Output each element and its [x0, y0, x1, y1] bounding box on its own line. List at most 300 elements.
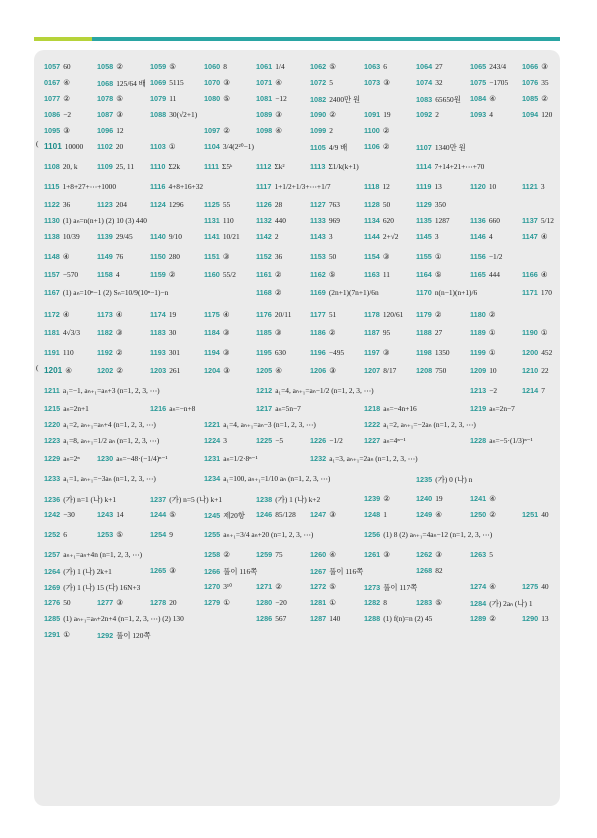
problem-number: 1114 [416, 162, 432, 171]
answer-item [310, 366, 336, 375]
problem-number: 1124 [150, 200, 166, 209]
answer-item [97, 94, 123, 103]
problem-number: 1207 [364, 366, 381, 375]
answer-item [97, 530, 123, 539]
answer-value: ④ [275, 366, 282, 375]
answer-value: aₙ=−5·(1/3)ⁿ⁻¹ [489, 436, 533, 445]
answer-item [470, 404, 515, 413]
problem-number: 1226 [310, 436, 327, 445]
answer-value: 110 [62, 348, 74, 357]
answer-value: 14 [116, 510, 124, 519]
answer-value: a₁=100, aₙ₊₁=1/10 aₙ (n=1, 2, 3, ⋯) [223, 474, 331, 483]
answer-item [204, 366, 230, 375]
answer-value: 10/21 [222, 232, 240, 241]
answer-item [256, 310, 291, 319]
answer-item [364, 510, 387, 519]
answer-value: ③ [116, 598, 123, 607]
problem-number: 1079 [150, 94, 167, 103]
problem-number: 1113 [310, 162, 326, 171]
problem-number: 1222 [364, 420, 381, 429]
answer-item [522, 110, 552, 119]
answer-item [97, 162, 134, 171]
answer-item [364, 142, 389, 151]
answer-value: (2n+1)(7n+1)/6n [328, 288, 379, 297]
problem-number: 1268 [416, 566, 433, 575]
answer-row [44, 492, 556, 508]
answer-row [44, 250, 556, 268]
answer-value: ③ [223, 78, 230, 87]
answer-value: 1+8+27+⋯+1000 [62, 182, 117, 191]
problem-number: 1148 [44, 252, 60, 261]
problem-number: 1167 [44, 288, 60, 297]
problem-number: 1166 [522, 270, 538, 279]
answer-value: 12 [116, 126, 124, 135]
answer-item [470, 598, 533, 609]
answer-value: ① [434, 252, 442, 261]
problem-number: 1076 [522, 78, 539, 87]
answer-item [522, 62, 548, 71]
answer-row [44, 548, 556, 564]
problem-number: 1102 [97, 142, 113, 151]
problem-number: 1119 [416, 182, 432, 191]
problem-number: 1224 [204, 436, 221, 445]
answer-value: Σ2k [168, 162, 181, 171]
answer-value: 20, k [62, 162, 78, 171]
problem-number: 1261 [364, 550, 381, 559]
answer-value: aₙ=4ⁿ⁻¹ [383, 436, 406, 445]
answer-value: ⑤ [169, 510, 176, 519]
answer-item [416, 566, 443, 575]
header-accent-teal [92, 37, 560, 41]
problem-number: 1143 [310, 232, 326, 241]
problem-number: 1242 [44, 510, 61, 519]
problem-number: 1089 [256, 110, 273, 119]
answer-item [310, 582, 336, 591]
answer-item [97, 348, 122, 357]
answer-value: a₁=3, aₙ₊₁=2aₙ (n=1, 2, 3, ⋯) [329, 454, 418, 463]
problem-number: 1264 [44, 567, 61, 576]
answer-item [44, 94, 70, 103]
answer-row [44, 508, 556, 528]
answer-item [416, 494, 443, 503]
answer-item [44, 310, 69, 319]
problem-number: 1118 [364, 182, 380, 191]
problem-number: 1057 [44, 62, 61, 71]
answer-item [256, 614, 286, 623]
problem-number: 1085 [522, 94, 539, 103]
answer-value: 10 [489, 366, 497, 375]
problem-number: 1280 [256, 598, 273, 607]
answer-value: 5/12 [540, 216, 554, 225]
problem-number: 1216 [150, 404, 167, 413]
answer-item [522, 216, 554, 225]
problem-number: 1103 [150, 142, 166, 151]
answer-value: ④ [275, 126, 282, 135]
answer-item [364, 62, 387, 71]
answer-item [36, 363, 72, 375]
answer-value: −30 [63, 510, 75, 519]
problem-number: 1219 [470, 404, 487, 413]
problem-number: 1100 [364, 126, 380, 135]
answer-item [310, 110, 336, 119]
problem-number: 1066 [522, 62, 539, 71]
problem-number: 1229 [44, 454, 61, 463]
problem-number: 1092 [416, 110, 433, 119]
answer-value: ④ [489, 94, 496, 103]
answer-item [522, 94, 548, 103]
problem-number: 1272 [310, 582, 327, 591]
answer-item [256, 94, 287, 103]
problem-number: 1210 [522, 366, 539, 375]
problem-number: 1144 [364, 232, 380, 241]
answer-item [310, 232, 333, 241]
answer-item [310, 328, 335, 337]
answer-item [44, 288, 168, 297]
problem-number: 1068 [97, 79, 114, 88]
answer-item [364, 404, 417, 413]
answer-value: 120 [541, 110, 553, 119]
answer-value: 969 [328, 216, 340, 225]
problem-number: 1093 [470, 110, 487, 119]
answer-item [204, 348, 229, 357]
answer-item [150, 530, 173, 539]
problem-number: 1221 [204, 420, 221, 429]
problem-number: 1246 [256, 510, 273, 519]
answer-item [36, 139, 84, 151]
answer-value: 3 [223, 436, 227, 445]
answer-value: 28 [274, 200, 283, 209]
answer-item [256, 366, 282, 375]
problem-number: 1109 [97, 162, 113, 171]
answer-item [416, 510, 442, 519]
answer-value: (1) 8 (2) aₙ₊₁=4aₙ−12 (n=1, 2, 3, ⋯) [383, 530, 493, 539]
answer-value: 6 [63, 530, 67, 539]
problem-number: 1276 [44, 598, 61, 607]
problem-number: 1185 [256, 328, 272, 337]
answer-value: 301 [168, 348, 180, 357]
problem-number: 1111 [204, 162, 220, 171]
answer-value: 50 [382, 200, 391, 209]
problem-number: 1214 [522, 386, 539, 395]
problem-number: 1240 [416, 494, 433, 503]
answer-item [470, 436, 533, 445]
problem-number: 1205 [256, 366, 273, 375]
problem-number: 1127 [310, 200, 326, 209]
answer-item [522, 288, 552, 297]
answer-value: 풀이 116쪽 [223, 567, 258, 576]
problem-number: 1162 [310, 270, 326, 279]
answer-value: 11 [382, 270, 390, 279]
answer-value: ① [540, 328, 548, 337]
answer-item [310, 78, 333, 87]
problem-number: 1259 [256, 550, 273, 559]
problem-number: 1105 [310, 143, 326, 152]
answer-value: Σ1/k(k+1) [328, 162, 359, 171]
answer-row [44, 434, 556, 452]
answer-item [97, 62, 123, 71]
problem-number: 1278 [150, 598, 167, 607]
answer-value: 30(√2+1) [169, 110, 198, 119]
problem-number: 1134 [364, 216, 380, 225]
answer-value: 36 [62, 200, 71, 209]
answer-item [470, 550, 493, 559]
problem-number: 1225 [256, 436, 273, 445]
answer-item [256, 126, 282, 135]
answer-item [416, 328, 442, 337]
problem-number: 1206 [310, 366, 327, 375]
answer-value: 10000 [64, 142, 84, 151]
problem-number: 1181 [44, 328, 60, 337]
problem-number: 1232 [310, 454, 327, 463]
answer-item [364, 270, 390, 279]
answer-item [256, 270, 281, 279]
answer-item [416, 252, 441, 261]
problem-number: 1183 [150, 328, 166, 337]
problem-number: 1271 [256, 582, 273, 591]
problem-number: 1281 [310, 598, 327, 607]
answer-value: ① [488, 328, 496, 337]
answer-item [150, 310, 176, 319]
answer-item [470, 252, 502, 261]
answer-value: 22 [541, 366, 549, 375]
answer-item [256, 510, 296, 519]
answer-item [310, 598, 336, 607]
answer-value: 444 [488, 270, 500, 279]
answer-item [416, 182, 442, 191]
answer-value: (1) aₙ=10ⁿ−1 (2) Sₙ=10/9(10ⁿ−1)−n [62, 288, 169, 297]
answer-item [416, 78, 443, 87]
answer-value: ② [223, 550, 230, 559]
answer-item [44, 510, 75, 519]
answer-item [97, 328, 122, 337]
answer-item [204, 550, 230, 559]
problem-number: 1238 [256, 495, 273, 504]
answer-value: −1/2 [488, 252, 503, 261]
answer-value: ② [223, 126, 230, 135]
answer-value: aₙ₊₁=aₙ+4n (n=1, 2, 3, ⋯) [63, 550, 143, 559]
answer-value: 제20항 [223, 511, 245, 520]
answer-item [256, 200, 282, 209]
answer-item [364, 366, 396, 375]
answer-value: 110 [222, 216, 234, 225]
answer-item [256, 550, 283, 559]
answer-value: 660 [488, 216, 500, 225]
answer-value: Σ5ᵏ [222, 162, 233, 171]
answer-value: a₁=1, aₙ₊₁=−3aₙ (n=1, 2, 3, ⋯) [63, 474, 156, 483]
problem-number: 1082 [310, 95, 327, 104]
answer-value: ① [488, 348, 496, 357]
problem-number: 1270 [204, 582, 221, 591]
answer-item [470, 94, 496, 103]
answer-value: −12 [275, 94, 287, 103]
problem-number: 1110 [150, 162, 166, 171]
answer-item [364, 216, 394, 225]
answer-item [310, 614, 340, 623]
answer-item [364, 614, 432, 623]
answer-value: 9 [169, 530, 173, 539]
answer-value: ⑤ [329, 62, 336, 71]
answer-item [150, 348, 180, 357]
answer-value: ② [63, 94, 70, 103]
answer-value: ① [329, 598, 336, 607]
answer-item [256, 252, 282, 261]
problem-number: 1277 [97, 598, 114, 607]
answer-item [522, 614, 549, 623]
problem-number: 1194 [204, 348, 220, 357]
problem-number: 1126 [256, 200, 272, 209]
problem-number: 1192 [97, 348, 113, 357]
problem-number: 1196 [310, 348, 326, 357]
answer-value: ② [116, 366, 123, 375]
answer-value: 1/4 [275, 62, 285, 71]
answer-value: 19 [168, 310, 177, 319]
answer-item [310, 252, 336, 261]
answer-value: 13 [541, 614, 549, 623]
answer-value: ② [329, 110, 336, 119]
answer-value: (가) 1 (나) 2k+1 [63, 567, 112, 576]
answer-item [150, 328, 176, 337]
problem-number: 1135 [416, 216, 432, 225]
answer-value: 440 [274, 216, 286, 225]
answer-item [44, 232, 80, 241]
problem-number: 1173 [97, 310, 113, 319]
problem-number: 1081 [256, 94, 273, 103]
answer-item [470, 62, 506, 71]
problem-number: 1234 [204, 474, 221, 483]
answer-item [310, 270, 335, 279]
problem-number: 1231 [204, 454, 221, 463]
answer-row [44, 628, 556, 644]
answer-value: 25, 11 [115, 162, 135, 171]
answer-value: ④ [65, 366, 72, 375]
answer-value: ③ [274, 328, 282, 337]
answer-item [416, 348, 450, 357]
problem-number: 1101 [44, 142, 62, 151]
problem-number: 1262 [416, 550, 433, 559]
answer-item [256, 182, 331, 191]
problem-number: 1279 [204, 598, 221, 607]
answer-item [97, 252, 123, 261]
answer-item [522, 78, 549, 87]
answer-item [97, 510, 124, 519]
answer-value: 4/9 배 [328, 143, 348, 152]
answer-item [256, 386, 374, 395]
problem-number: 1250 [470, 510, 487, 519]
problem-number: 1256 [364, 530, 381, 539]
answer-item [44, 162, 78, 171]
answer-item [470, 182, 496, 191]
answer-value: 82 [435, 566, 443, 575]
answer-value: 243/4 [489, 62, 507, 71]
answer-value: 8/17 [383, 366, 397, 375]
answer-item [150, 566, 176, 575]
problem-number: 1213 [470, 386, 487, 395]
answer-value: aₙ=−n+8 [169, 404, 196, 413]
answer-row [44, 346, 556, 364]
answer-item [44, 200, 70, 209]
answer-item [416, 94, 461, 105]
answer-value: 567 [275, 614, 287, 623]
problem-number: 1252 [44, 530, 61, 539]
answer-value: 4 [489, 110, 493, 119]
answer-value: 2 [435, 110, 439, 119]
answer-value: ② [116, 62, 123, 71]
problem-number: 1088 [150, 110, 167, 119]
answer-value: ② [434, 310, 442, 319]
problem-number: 1172 [44, 310, 60, 319]
answer-value: 1287 [434, 216, 450, 225]
problem-number: 1228 [470, 436, 487, 445]
answer-value: 55 [222, 200, 231, 209]
problem-number: 1290 [522, 614, 539, 623]
answer-item [416, 216, 450, 225]
problem-number: 1199 [470, 348, 486, 357]
answer-item [44, 216, 147, 225]
answer-item [150, 78, 184, 87]
answer-item [97, 270, 120, 279]
problem-number: 1174 [150, 310, 166, 319]
problem-number: 1291 [44, 630, 61, 639]
problem-number: 1249 [416, 510, 433, 519]
answer-value: 630 [274, 348, 286, 357]
answer-item [416, 62, 443, 71]
answer-row [44, 402, 556, 418]
answer-value: 620 [382, 216, 394, 225]
answer-item [150, 182, 203, 191]
answer-item [150, 142, 175, 151]
problem-number: 1247 [310, 510, 327, 519]
answer-item [470, 386, 497, 395]
answer-value: ⑤ [116, 94, 123, 103]
answer-item [256, 598, 287, 607]
answer-value: 204 [115, 200, 127, 209]
problem-number: 1284 [470, 599, 487, 608]
problem-number: 1265 [150, 566, 167, 575]
problem-number: 1059 [150, 62, 167, 71]
answer-value: −2 [489, 386, 498, 395]
answer-value: −495 [328, 348, 345, 357]
answer-value: ④ [222, 310, 230, 319]
problem-number: 1195 [256, 348, 272, 357]
answer-value: 7+14+21+⋯+70 [434, 162, 485, 171]
problem-number: 1071 [256, 78, 273, 87]
answer-item [204, 582, 232, 591]
answer-value: 10/39 [62, 232, 80, 241]
answer-item [150, 200, 184, 209]
problem-number: 1201 [44, 366, 63, 375]
answer-row [44, 528, 556, 548]
answer-item [522, 232, 547, 241]
answer-item [416, 200, 446, 209]
problem-number: 1178 [364, 310, 380, 319]
answer-value: 4 [488, 232, 493, 241]
problem-number: 1153 [310, 252, 326, 261]
answer-value: 20/11 [274, 310, 292, 319]
answer-item [97, 630, 151, 641]
answer-item [44, 582, 140, 593]
answer-value: 85/128 [275, 510, 296, 519]
answer-row [44, 564, 556, 580]
answer-value: 35 [541, 78, 549, 87]
answer-value: ⑤ [435, 598, 442, 607]
answer-item [364, 436, 406, 445]
answer-item [97, 366, 123, 375]
problem-number: 1241 [470, 494, 487, 503]
answer-value: aₙ=2n+1 [63, 404, 89, 413]
answer-value: (가) n=1 (나) k+1 [63, 495, 117, 504]
problem-number: 1130 [44, 216, 60, 225]
problem-number: 1141 [204, 232, 220, 241]
